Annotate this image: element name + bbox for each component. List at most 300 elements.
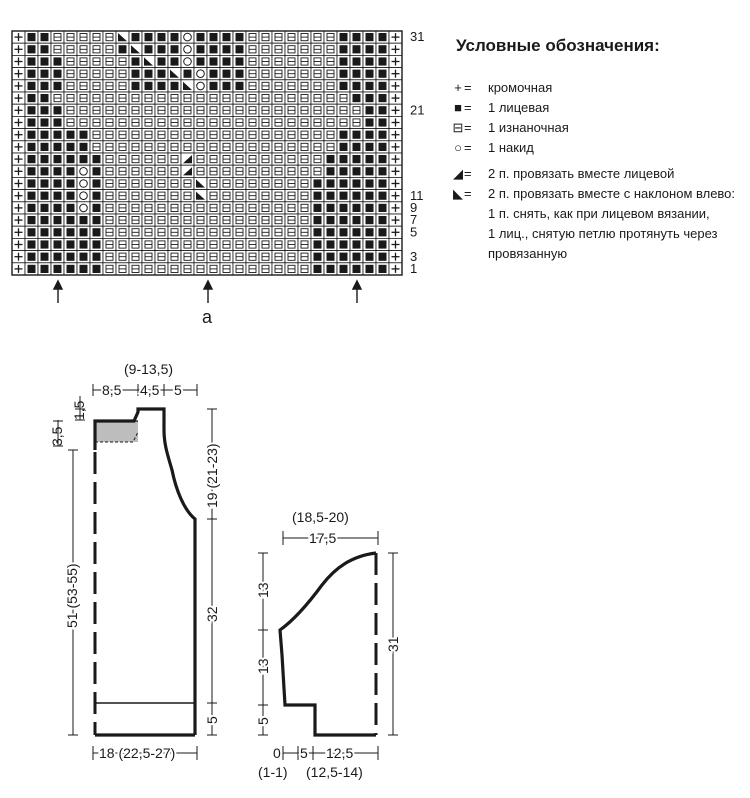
purl-cell	[220, 153, 233, 165]
knit-cell	[207, 43, 220, 55]
purl-cell	[272, 68, 285, 80]
purl-cell	[285, 263, 298, 275]
legend-text: 1 накид	[488, 140, 534, 155]
knit-cell	[376, 31, 389, 43]
knit-cell	[324, 190, 337, 202]
purl-cell	[155, 104, 168, 116]
knit-cell	[38, 92, 51, 104]
purl-cell	[168, 116, 181, 128]
legend-text: 1 п. снять, как при лицевом вязании,	[488, 206, 710, 221]
purl-cell	[181, 177, 194, 189]
knit-cell	[337, 43, 350, 55]
knit-cell	[324, 263, 337, 275]
purl-cell	[51, 43, 64, 55]
sleeve-left-rib: 5	[255, 717, 271, 725]
circle-icon: ○	[454, 140, 462, 155]
purl-cell	[272, 165, 285, 177]
knit-cell	[77, 263, 90, 275]
edge-cell	[12, 129, 25, 141]
knit-cell	[376, 177, 389, 189]
body-top-total: (9-13,5)	[124, 361, 174, 377]
purl-cell	[129, 238, 142, 250]
legend-item-k2tog: ◢ = 2 п. провязать вместе лицевой	[436, 164, 746, 184]
purl-cell	[298, 104, 311, 116]
purl-cell	[77, 68, 90, 80]
purl-cell	[142, 141, 155, 153]
sleeve-bottom-width: 12,5	[326, 745, 354, 761]
knit-cell	[38, 202, 51, 214]
purl-cell	[129, 165, 142, 177]
ssk-triangle-icon: ◣	[453, 186, 463, 201]
knit-cell	[324, 238, 337, 250]
body-neck-depth: 1,5	[71, 400, 87, 420]
purl-cell	[259, 226, 272, 238]
purl-cell	[220, 129, 233, 141]
purl-cell	[116, 190, 129, 202]
edge-cell	[389, 263, 402, 275]
edge-cell	[12, 116, 25, 128]
purl-cell	[259, 55, 272, 67]
purl-cell	[116, 55, 129, 67]
knit-cell	[25, 116, 38, 128]
purl-cell	[220, 263, 233, 275]
purl-cell	[285, 251, 298, 263]
purl-cell	[220, 104, 233, 116]
purl-cell	[298, 153, 311, 165]
purl-cell	[246, 165, 259, 177]
purl-cell	[246, 68, 259, 80]
knit-cell	[350, 238, 363, 250]
purl-cell	[77, 55, 90, 67]
legend-item-purl: ⊟ = 1 изнаночная	[436, 118, 746, 138]
knit-cell	[337, 177, 350, 189]
purl-cell	[142, 177, 155, 189]
knit-cell	[168, 31, 181, 43]
body-width: 18 (22,5-27)	[99, 745, 176, 761]
purl-cell	[285, 226, 298, 238]
purl-cell	[324, 141, 337, 153]
knit-cell	[350, 92, 363, 104]
stitch-chart	[12, 31, 402, 275]
purl-cell	[168, 226, 181, 238]
purl-cell	[194, 226, 207, 238]
purl-cell	[207, 165, 220, 177]
knit-cell	[25, 104, 38, 116]
knit-cell	[25, 165, 38, 177]
purl-cell	[259, 177, 272, 189]
purl-cell	[259, 141, 272, 153]
edge-cell	[389, 116, 402, 128]
purl-cell	[220, 214, 233, 226]
knit-cell	[25, 68, 38, 80]
knit-cell	[25, 141, 38, 153]
knit-cell	[77, 129, 90, 141]
purl-cell	[285, 92, 298, 104]
purl-cell	[168, 214, 181, 226]
knit-cell	[207, 80, 220, 92]
edge-cell	[389, 92, 402, 104]
purl-cell	[129, 251, 142, 263]
purl-cell	[246, 129, 259, 141]
knit-cell	[90, 251, 103, 263]
edge-cell	[12, 177, 25, 189]
purl-cell	[181, 141, 194, 153]
purl-cell	[155, 177, 168, 189]
knit-cell	[51, 141, 64, 153]
knit-cell	[64, 165, 77, 177]
purl-cell	[155, 251, 168, 263]
purl-cell	[77, 116, 90, 128]
yarnover-cell	[77, 165, 90, 177]
purl-cell	[77, 104, 90, 116]
purl-cell	[116, 238, 129, 250]
knit-cell	[168, 80, 181, 92]
edge-cell	[389, 31, 402, 43]
edge-cell	[389, 104, 402, 116]
purl-cell	[168, 190, 181, 202]
knit-cell	[350, 141, 363, 153]
body-side: 32	[204, 606, 220, 622]
body-armhole: 19 (21-23)	[204, 443, 220, 508]
purl-cell	[207, 226, 220, 238]
body-back-neck: 5	[174, 382, 182, 398]
edge-cell	[12, 202, 25, 214]
knit-cell	[116, 43, 129, 55]
sleeve-outline	[280, 553, 376, 735]
knit-cell	[77, 141, 90, 153]
knit-cell	[207, 68, 220, 80]
purl-cell	[233, 141, 246, 153]
knit-cell	[142, 43, 155, 55]
purl-cell	[142, 263, 155, 275]
purl-cell	[194, 104, 207, 116]
purl-cell	[324, 55, 337, 67]
edge-cell	[389, 43, 402, 55]
knit-cell	[220, 80, 233, 92]
purl-cell	[272, 251, 285, 263]
knit-cell	[207, 31, 220, 43]
ssk-cell	[194, 177, 207, 189]
knit-cell	[25, 43, 38, 55]
purl-cell	[246, 238, 259, 250]
knit-cell	[350, 251, 363, 263]
body-rib-height: 5	[204, 716, 220, 724]
plus-icon: +	[454, 80, 462, 95]
knit-cell	[337, 251, 350, 263]
edge-cell	[12, 238, 25, 250]
knit-cell	[363, 251, 376, 263]
purl-cell	[207, 263, 220, 275]
purl-cell	[194, 153, 207, 165]
purl-cell	[259, 116, 272, 128]
knit-cell	[77, 226, 90, 238]
purl-cell	[285, 153, 298, 165]
knit-cell	[311, 214, 324, 226]
knit-cell	[38, 116, 51, 128]
knit-cell	[38, 104, 51, 116]
purl-cell	[350, 104, 363, 116]
edge-cell	[12, 92, 25, 104]
knit-cell	[376, 190, 389, 202]
knit-cell	[363, 263, 376, 275]
purl-cell	[155, 153, 168, 165]
knit-cell	[90, 190, 103, 202]
purl-cell	[233, 153, 246, 165]
purl-cell	[116, 92, 129, 104]
purl-cell	[311, 129, 324, 141]
purl-cell	[220, 116, 233, 128]
knit-cell	[363, 31, 376, 43]
purl-cell	[311, 141, 324, 153]
knit-cell	[64, 226, 77, 238]
purl-cell	[103, 80, 116, 92]
knit-cell	[376, 92, 389, 104]
knit-cell	[363, 104, 376, 116]
purl-cell	[233, 251, 246, 263]
k2tog-cell	[181, 153, 194, 165]
purl-cell	[259, 251, 272, 263]
purl-cell	[207, 141, 220, 153]
knit-cell	[155, 55, 168, 67]
knit-cell	[337, 165, 350, 177]
chart-arrows	[54, 281, 361, 303]
edge-cell	[12, 31, 25, 43]
purl-cell	[155, 214, 168, 226]
purl-cell	[181, 238, 194, 250]
yarnover-cell	[181, 43, 194, 55]
yarnover-cell	[181, 55, 194, 67]
edge-cell	[12, 153, 25, 165]
knit-cell	[25, 92, 38, 104]
purl-cell	[103, 92, 116, 104]
purl-cell	[116, 263, 129, 275]
knit-cell	[38, 263, 51, 275]
purl-cell	[142, 238, 155, 250]
purl-cell	[90, 31, 103, 43]
knit-cell	[350, 129, 363, 141]
knit-cell	[363, 141, 376, 153]
filled-square-icon: ■	[454, 100, 462, 115]
knit-cell	[350, 153, 363, 165]
purl-cell	[181, 202, 194, 214]
purl-cell	[272, 226, 285, 238]
knit-cell	[337, 263, 350, 275]
knit-cell	[376, 238, 389, 250]
knit-cell	[363, 190, 376, 202]
purl-cell	[311, 68, 324, 80]
legend-text: кромочная	[488, 80, 553, 95]
knit-cell	[376, 263, 389, 275]
sleeve-bottom-five: 5	[300, 745, 308, 761]
legend	[436, 36, 746, 264]
purl-cell	[259, 202, 272, 214]
knit-cell	[51, 177, 64, 189]
purl-cell	[259, 129, 272, 141]
knit-cell	[155, 80, 168, 92]
purl-cell	[311, 153, 324, 165]
knit-cell	[376, 104, 389, 116]
knit-cell	[376, 153, 389, 165]
purl-cell	[116, 141, 129, 153]
knit-cell	[90, 263, 103, 275]
purl-cell	[246, 141, 259, 153]
purl-cell	[298, 190, 311, 202]
purl-cell	[246, 104, 259, 116]
knit-cell	[181, 68, 194, 80]
knit-cell	[233, 43, 246, 55]
purl-cell	[155, 202, 168, 214]
purl-cell	[233, 263, 246, 275]
purl-cell	[90, 43, 103, 55]
purl-cell	[207, 104, 220, 116]
row-number-9: 9	[410, 200, 418, 215]
purl-cell	[272, 43, 285, 55]
purl-cell	[103, 153, 116, 165]
knit-cell	[38, 80, 51, 92]
knit-cell	[25, 55, 38, 67]
k2tog-cell	[181, 165, 194, 177]
purl-cell	[324, 31, 337, 43]
knit-cell	[51, 153, 64, 165]
purl-cell	[298, 80, 311, 92]
knit-cell	[25, 31, 38, 43]
purl-cell	[64, 104, 77, 116]
purl-cell	[207, 251, 220, 263]
purl-cell	[298, 251, 311, 263]
legend-text: провязанную	[488, 246, 568, 261]
purl-cell	[194, 165, 207, 177]
knit-cell	[38, 129, 51, 141]
shoulder-shading	[95, 421, 138, 442]
edge-cell	[389, 55, 402, 67]
knit-cell	[38, 43, 51, 55]
knit-cell	[337, 214, 350, 226]
purl-cell	[233, 202, 246, 214]
edge-cell	[12, 55, 25, 67]
legend-text: 2 п. провязать вместе лицевой	[488, 166, 675, 181]
purl-cell	[116, 68, 129, 80]
knit-cell	[376, 55, 389, 67]
purl-cell	[155, 165, 168, 177]
purl-cell	[259, 214, 272, 226]
knit-cell	[64, 141, 77, 153]
purl-cell	[233, 214, 246, 226]
purl-cell	[194, 202, 207, 214]
purl-cell	[142, 92, 155, 104]
purl-cell	[259, 104, 272, 116]
purl-cell	[233, 226, 246, 238]
legend-item-ssk: ◣ = 2 п. провязать вместе с наклоном влево: 1 п. снять, как при лицевом вязании, 1 лиц., снятую петлю протянуть через провязанную	[436, 184, 746, 264]
purl-cell	[324, 80, 337, 92]
arrow-center-head	[204, 281, 212, 289]
purl-cell	[90, 141, 103, 153]
knit-cell	[194, 43, 207, 55]
body-shoulder-width: 8,5	[102, 382, 122, 398]
purl-cell	[116, 104, 129, 116]
purl-cell	[207, 190, 220, 202]
purl-cell	[272, 129, 285, 141]
edge-cell	[12, 43, 25, 55]
yarnover-cell	[77, 177, 90, 189]
purl-cell	[285, 141, 298, 153]
purl-cell	[181, 92, 194, 104]
purl-cell	[311, 31, 324, 43]
knit-cell	[129, 55, 142, 67]
knit-cell	[51, 226, 64, 238]
knit-cell	[77, 251, 90, 263]
purl-cell	[246, 116, 259, 128]
edge-cell	[12, 263, 25, 275]
knit-cell	[363, 214, 376, 226]
purl-cell	[51, 31, 64, 43]
purl-cell	[103, 202, 116, 214]
sleeve-top-width: 17,5	[309, 530, 337, 546]
knit-cell	[90, 238, 103, 250]
purl-cell	[285, 68, 298, 80]
row-number-3: 3	[410, 248, 418, 264]
purl-cell	[168, 177, 181, 189]
purl-cell	[272, 31, 285, 43]
purl-cell	[311, 104, 324, 116]
purl-cell	[129, 263, 142, 275]
purl-cell	[259, 92, 272, 104]
knit-cell	[324, 214, 337, 226]
purl-cell	[103, 31, 116, 43]
knit-cell	[337, 55, 350, 67]
purl-cell	[103, 141, 116, 153]
purl-cell	[272, 55, 285, 67]
knit-cell	[64, 190, 77, 202]
sleeve-left-upper: 13	[255, 582, 271, 598]
knit-cell	[38, 190, 51, 202]
edge-cell	[389, 190, 402, 202]
purl-cell	[181, 190, 194, 202]
knit-cell	[311, 202, 324, 214]
purl-cell	[207, 177, 220, 189]
ssk-cell	[129, 43, 142, 55]
edge-cell	[389, 177, 402, 189]
knit-cell	[25, 80, 38, 92]
knit-cell	[129, 80, 142, 92]
purl-cell	[207, 116, 220, 128]
purl-cell	[155, 190, 168, 202]
arrow-left-head	[54, 281, 62, 289]
purl-cell	[259, 153, 272, 165]
purl-cell	[129, 177, 142, 189]
purl-cell	[285, 80, 298, 92]
purl-cell	[272, 153, 285, 165]
purl-cell	[324, 104, 337, 116]
knit-cell	[363, 238, 376, 250]
knit-cell	[51, 116, 64, 128]
purl-cell	[220, 202, 233, 214]
purl-cell	[168, 129, 181, 141]
purl-cell	[103, 55, 116, 67]
body-total-length: 51 (53-55)	[64, 563, 80, 628]
edge-cell	[389, 202, 402, 214]
purl-cell	[246, 263, 259, 275]
knit-cell	[220, 43, 233, 55]
knit-cell	[337, 202, 350, 214]
row-number-5: 5	[410, 224, 418, 240]
knit-cell	[363, 43, 376, 55]
purl-cell	[233, 92, 246, 104]
purl-cell	[77, 31, 90, 43]
knit-cell	[350, 31, 363, 43]
yarnover-cell	[181, 31, 194, 43]
purl-cell	[246, 153, 259, 165]
purl-cell	[233, 238, 246, 250]
